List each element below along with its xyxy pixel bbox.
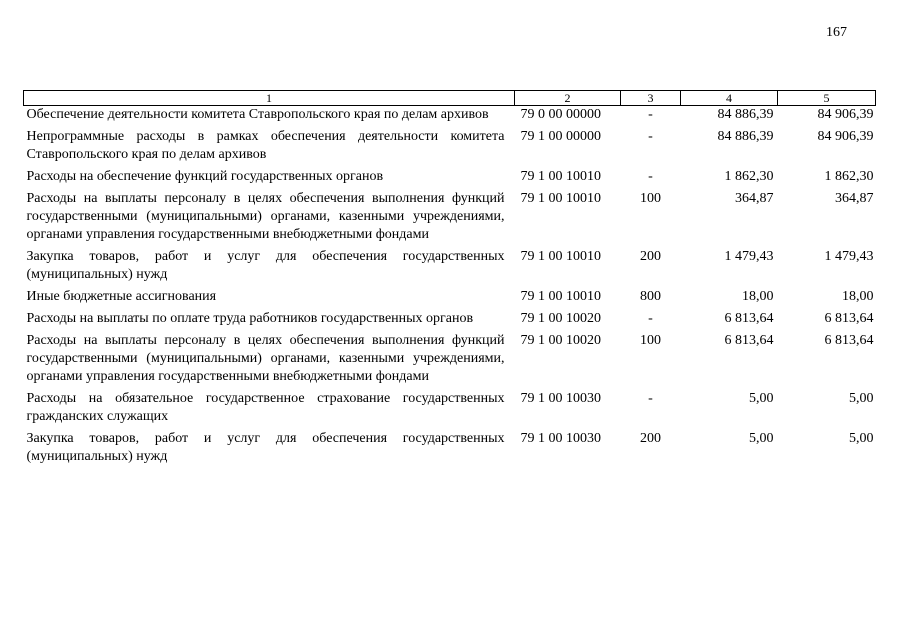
row-name: Непрограммные расходы в рамках обеспечения деятельности комитета Ставропольского края по делам архивов xyxy=(26,129,505,162)
table-body xyxy=(24,106,876,471)
row-code: 79 1 00 10010 xyxy=(520,169,601,184)
column-header-5: 5 xyxy=(778,91,876,106)
table-row xyxy=(24,288,876,310)
row-expense-type: 200 xyxy=(640,249,661,264)
header-row xyxy=(24,91,876,106)
row-value-col5: 364,87 xyxy=(835,191,874,206)
row-name: Расходы на выплаты персоналу в целях обеспечения выполнения функций государственными (муниципальными) органами, казенными учреждениями, органами управления государственными внебюджетными фондами xyxy=(26,333,505,384)
row-expense-type: - xyxy=(648,391,653,406)
row-name: Расходы на выплаты по оплате труда работников государственных органов xyxy=(26,311,474,326)
row-value-col5: 84 906,39 xyxy=(817,107,874,122)
budget-table xyxy=(23,90,876,470)
row-value-col5: 6 813,64 xyxy=(824,333,874,348)
table-row xyxy=(24,430,876,470)
page-number: 167 xyxy=(826,25,847,40)
row-expense-type: 800 xyxy=(640,289,661,304)
table-row xyxy=(24,310,876,332)
table-row xyxy=(24,168,876,190)
row-expense-type: - xyxy=(648,169,653,184)
table-row xyxy=(24,248,876,288)
table-row xyxy=(24,128,876,168)
row-value-col5: 1 862,30 xyxy=(824,169,874,184)
row-expense-type: - xyxy=(648,107,653,122)
row-value-col5: 1 479,43 xyxy=(824,249,874,264)
row-code: 79 1 00 10020 xyxy=(520,311,601,326)
row-expense-type: - xyxy=(648,129,653,144)
row-expense-type: 100 xyxy=(640,191,661,206)
row-value-col4: 84 886,39 xyxy=(717,107,774,122)
row-value-col4: 18,00 xyxy=(742,289,774,304)
row-value-col4: 1 479,43 xyxy=(724,249,774,264)
row-value-col4: 5,00 xyxy=(749,391,774,406)
table-row xyxy=(24,390,876,430)
row-value-col4: 6 813,64 xyxy=(724,311,774,326)
row-value-col4: 1 862,30 xyxy=(724,169,774,184)
row-code: 79 1 00 10010 xyxy=(520,289,601,304)
row-value-col5: 5,00 xyxy=(849,431,874,446)
row-value-col4: 364,87 xyxy=(735,191,774,206)
row-expense-type: 100 xyxy=(640,333,661,348)
table-row xyxy=(24,332,876,390)
column-header-4: 4 xyxy=(681,91,778,106)
row-value-col4: 84 886,39 xyxy=(717,129,774,144)
row-value-col5: 18,00 xyxy=(842,289,874,304)
row-value-col5: 84 906,39 xyxy=(817,129,874,144)
row-value-col4: 6 813,64 xyxy=(724,333,774,348)
column-header-1: 1 xyxy=(24,91,515,106)
row-name: Расходы на обязательное государственное страхование государственных гражданских служащих xyxy=(26,391,505,424)
table-row xyxy=(24,106,876,129)
table-row xyxy=(24,190,876,248)
row-code: 79 1 00 10010 xyxy=(520,191,601,206)
row-code: 79 1 00 00000 xyxy=(520,129,601,144)
column-header-3: 3 xyxy=(621,91,681,106)
row-name: Обеспечение деятельности комитета Ставропольского края по делам архивов xyxy=(26,107,489,122)
row-code: 79 1 00 10030 xyxy=(520,431,601,446)
row-name: Закупка товаров, работ и услуг для обеспечения государственных (муниципальных) нужд xyxy=(26,431,505,464)
table-header xyxy=(24,91,876,106)
row-name: Иные бюджетные ассигнования xyxy=(26,289,217,304)
row-name: Расходы на обеспечение функций государственных органов xyxy=(26,169,384,184)
row-code: 79 0 00 00000 xyxy=(520,107,601,122)
row-name: Расходы на выплаты персоналу в целях обеспечения выполнения функций государственными (муниципальными) органами, казенными учреждениями, органами управления государственными внебюджетными фондами xyxy=(26,191,505,242)
row-value-col5: 6 813,64 xyxy=(824,311,874,326)
row-value-col5: 5,00 xyxy=(849,391,874,406)
row-value-col4: 5,00 xyxy=(749,431,774,446)
column-header-2: 2 xyxy=(515,91,621,106)
row-code: 79 1 00 10020 xyxy=(520,333,601,348)
row-code: 79 1 00 10030 xyxy=(520,391,601,406)
row-expense-type: - xyxy=(648,311,653,326)
row-code: 79 1 00 10010 xyxy=(520,249,601,264)
row-expense-type: 200 xyxy=(640,431,661,446)
row-name: Закупка товаров, работ и услуг для обеспечения государственных (муниципальных) нужд xyxy=(26,249,505,282)
